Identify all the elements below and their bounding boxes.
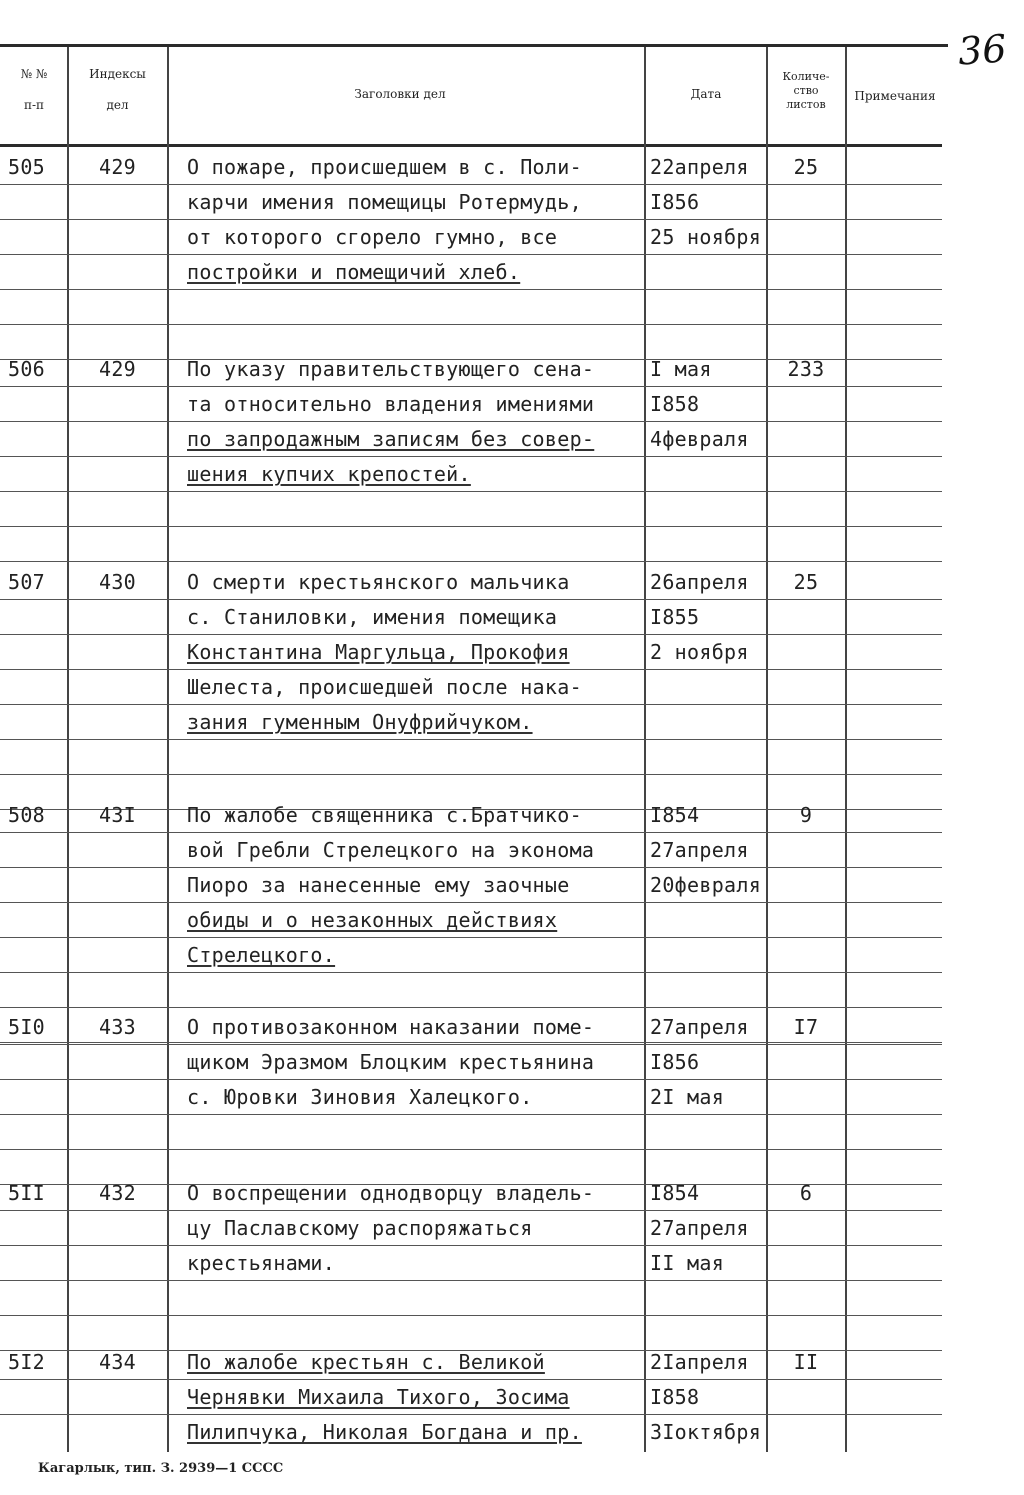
record-date-line: 20февраля [650,873,762,897]
record-number: 505 [8,155,46,179]
header-index-line2: дел [106,98,129,112]
record-number: 5I2 [8,1350,46,1374]
ruled-line [0,1315,942,1316]
ruled-line [0,289,942,290]
ruled-line [0,1245,942,1246]
record-title-line: О пожаре, происшедшем в с. Поли- [187,155,582,179]
ruled-line [0,669,942,670]
header-index-line1: Индексы [89,67,146,81]
ruled-line [0,1414,942,1415]
record-number: 5I0 [8,1015,46,1039]
column-divider [67,47,69,1452]
record-title-line: Пиоро за нанесенные ему заочные [187,873,570,897]
record-title-line: По жалобе священника с.Братчико- [187,803,582,827]
record-title-line: Константина Маргульца, Прокофия [187,640,570,664]
column-divider [644,47,646,1452]
record-date-line: II мая [650,1251,725,1275]
header-number [4,66,64,114]
table-top-rule [0,44,948,47]
record-number: 507 [8,570,46,594]
header-bottom-rule [0,144,942,147]
ruled-line [0,1007,942,1008]
ruled-line [0,1280,942,1281]
record-index: 430 [98,570,137,594]
ruled-line [0,526,942,527]
record-title-line: по запродажным записям без совер- [187,427,595,451]
record-index: 434 [98,1350,137,1374]
record-date-line: I856 [650,190,700,214]
record-date-line: 27апреля [650,838,749,862]
ruled-line [0,867,942,868]
record-date-line: I858 [650,392,700,416]
ruled-line [0,832,942,833]
record-title-line: карчи имения помещицы Ротермудь, [187,190,582,214]
record-date-line: 2I мая [650,1085,725,1109]
header-sheets-line2: ство [793,84,819,97]
record-title-line: По жалобе крестьян с. Великой [187,1350,545,1374]
header-sheets [768,70,844,112]
ruled-line [0,634,942,635]
header-date: Дата [690,87,722,101]
record-date-line: 27апреля [650,1216,749,1240]
header-number-line2: п-п [23,98,45,112]
record-sheet-count: I7 [793,1015,819,1039]
record-index: 43I [98,803,137,827]
record-sheet-count: 25 [793,155,819,179]
record-title-line: зания гуменным Онуфрийчуком. [187,710,533,734]
record-title-line: цу Паславскому распоряжаться [187,1216,533,1240]
ruled-line [0,491,942,492]
column-divider [845,47,847,1452]
record-date-line: 2 ноября [650,640,749,664]
record-title-line: крестьянами. [187,1251,336,1275]
record-index: 432 [98,1181,137,1205]
record-title-line: По указу правительствующего сена- [187,357,595,381]
record-title-line: от которого сгорело гумно, все [187,225,558,249]
record-sheet-count: 6 [799,1181,813,1205]
record-title-line: с. Станиловки, имения помещика [187,605,558,629]
record-sheet-count: 9 [799,803,813,827]
ruled-line [0,739,942,740]
ruled-line [0,1044,942,1045]
record-date-line: 25 ноября [650,225,762,249]
ruled-line [0,1114,942,1115]
ruled-line [0,219,942,220]
column-divider [766,47,768,1452]
header-notes: Примечания [854,89,936,103]
printer-imprint: Кагарлык, тип. З. 2939—1 СССС [38,1461,284,1476]
record-title-line: с. Юровки Зиновия Халецкого. [187,1085,533,1109]
record-date-line: 26апреля [650,570,749,594]
ruled-line [0,972,942,973]
ruled-line [0,386,942,387]
header-sheets-line1: Количе- [782,70,830,83]
record-number: 506 [8,357,46,381]
record-date-line: I854 [650,803,700,827]
ruled-line [0,456,942,457]
record-date-line: 27апреля [650,1015,749,1039]
column-divider [167,47,169,1452]
record-title-line: Шелеста, происшедшей после нака- [187,675,582,699]
record-index: 429 [98,155,137,179]
record-date-line: 3Iоктября [650,1420,762,1444]
ruled-line [0,324,942,325]
record-number: 5II [8,1181,46,1205]
record-title-line: Пилипчука, Николая Богдана и пр. [187,1420,582,1444]
record-date-line: I856 [650,1050,700,1074]
record-title-line: О воспрещении однодворцу владель- [187,1181,595,1205]
record-date-line: 2Iапреля [650,1350,749,1374]
header-number-line1: № № [20,67,48,81]
ruled-line [0,1210,942,1211]
record-title-line: Чернявки Михаила Тихого, Зосима [187,1385,570,1409]
record-index: 429 [98,357,137,381]
ruled-line [0,1379,942,1380]
ruled-line [0,774,942,775]
ruled-line [0,254,942,255]
ruled-line [0,704,942,705]
record-title-line: щиком Эразмом Блоцким крестьянина [187,1050,595,1074]
page-number: 36 [956,26,1008,74]
ruled-line [0,421,942,422]
ruled-line [0,1079,942,1080]
header-sheets-line3: листов [786,98,826,111]
record-number: 508 [8,803,46,827]
record-title-line: О смерти крестьянского мальчика [187,570,570,594]
record-date-line: 22апреля [650,155,749,179]
record-index: 433 [98,1015,137,1039]
record-sheet-count: II [793,1350,819,1374]
record-sheet-count: 25 [793,570,819,594]
header-index [70,66,165,114]
record-title-line: вой Гребли Стрелецкого на эконома [187,838,595,862]
record-title-line: постройки и помещичий хлеб. [187,260,521,284]
ruled-line [0,937,942,938]
ruled-line [0,184,942,185]
record-title-line: обиды и о незаконных действиях [187,908,558,932]
record-title-line: та относительно владения имениями [187,392,595,416]
record-date-line: I мая [650,357,712,381]
record-title-line: шения купчих крепостей. [187,462,471,486]
ruled-line [0,599,942,600]
record-sheet-count: 233 [787,357,825,381]
record-title-line: О противозаконном наказании поме- [187,1015,595,1039]
record-date-line: I854 [650,1181,700,1205]
record-date-line: 4февраля [650,427,749,451]
record-date-line: I855 [650,605,700,629]
ruled-line [0,561,942,562]
header-titles: Заголовки дел [354,87,446,101]
ruled-line [0,902,942,903]
record-date-line: I858 [650,1385,700,1409]
record-title-line: Стрелецкого. [187,943,336,967]
ruled-line [0,1042,942,1043]
ruled-line [0,1149,942,1150]
